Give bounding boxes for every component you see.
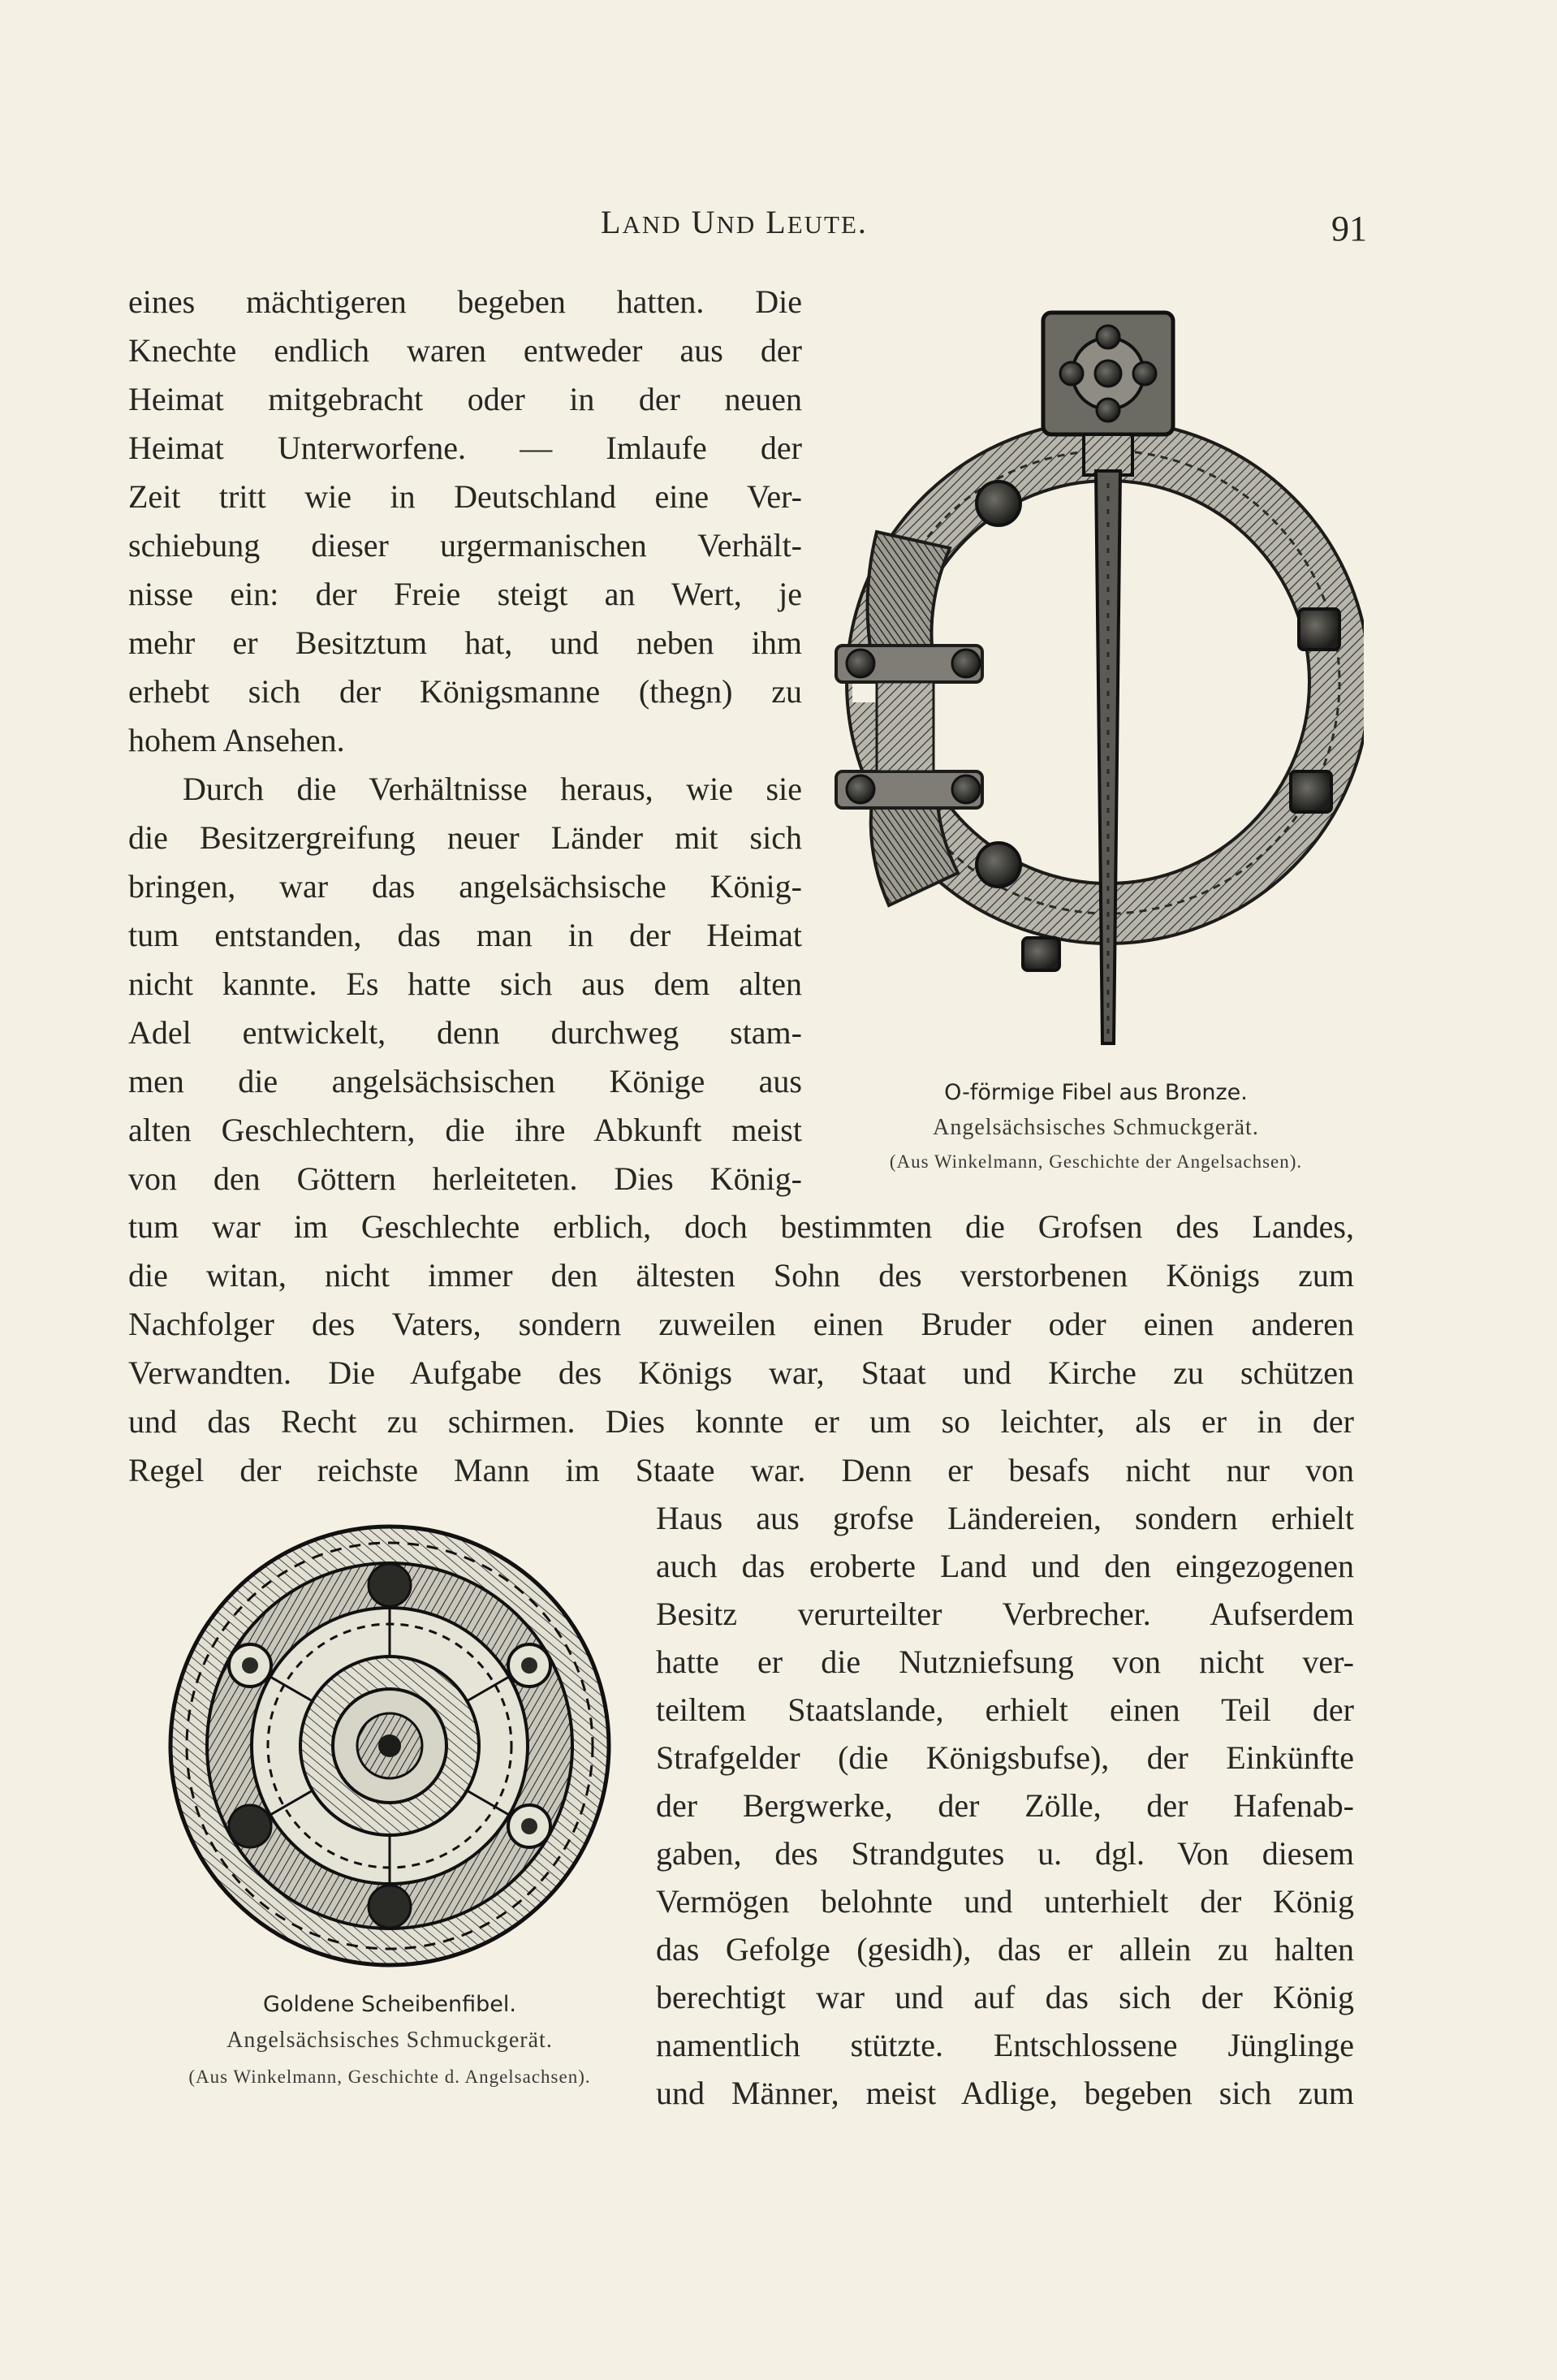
- text-line: das Gefolge (gesidh), das er allein zu halten: [656, 1931, 1354, 1967]
- text-line: von den Göttern herleiteten. Dies König-: [128, 1160, 802, 1197]
- text-line: Regel der reichste Mann im Staate war. Denn er besafs nicht nur von: [128, 1452, 1354, 1488]
- figure1-source: (Aus Winkelmann, Geschichte der Angelsachsen).: [889, 1151, 1303, 1172]
- text-line: hatte er die Nutzniefsung von nicht ver-: [656, 1644, 1354, 1680]
- text-line: nisse ein: der Freie steigt an Wert, je: [128, 576, 802, 612]
- text-line: Verwandten. Die Aufgabe des Königs war, Staat und Kirche zu schützen: [128, 1354, 1354, 1391]
- text-line: gaben, des Strandgutes u. dgl. Von diesem: [656, 1835, 1354, 1872]
- running-title-l: L: [601, 204, 623, 240]
- running-title-nd: ND: [716, 210, 757, 239]
- figure2-title: Goldene Scheibenfibel.: [263, 1992, 516, 2017]
- text-line: Adel entwickelt, denn durchweg stam-: [128, 1014, 802, 1051]
- text-line: tum entstanden, das man in der Heimat: [128, 917, 802, 953]
- text-line: alten Geschlechtern, die ihre Abkunft meist: [128, 1112, 802, 1148]
- text-line: die witan, nicht immer den ältesten Sohn des verstorbenen Königs zum: [128, 1257, 1354, 1294]
- text-line: schiebung dieser urgermanischen Verhält-: [128, 527, 802, 564]
- text-line: Vermögen belohnte und unterhielt der König: [656, 1883, 1354, 1920]
- page-number: 91: [1331, 209, 1367, 248]
- text-line: Heimat mitgebracht oder in der neuen: [128, 381, 802, 417]
- text-line: hohem Ansehen.: [128, 722, 345, 758]
- running-title-u: U: [691, 204, 717, 240]
- text-line: erhebt sich der Königsmanne (thegn) zu: [128, 673, 802, 710]
- figure2-subtitle: Angelsächsisches Schmuckgerät.: [226, 2028, 553, 2053]
- brooch-illustration: [828, 288, 1364, 1076]
- text-line: Haus aus grofse Ländereien, sondern erhielt: [656, 1500, 1354, 1536]
- text-line: tum war im Geschlechte erblich, doch bestimmten die Grofsen des Landes,: [128, 1208, 1354, 1245]
- text-line: mehr er Besitztum hat, und neben ihm: [128, 624, 802, 661]
- disc-brooch-illustration: [162, 1518, 617, 1973]
- page-header: [0, 203, 1557, 252]
- running-title-and: AND: [622, 210, 682, 239]
- running-title: [601, 203, 868, 241]
- text-line: Heimat Unterworfene. — Imlaufe der: [128, 430, 802, 466]
- figure1-title: O-förmige Fibel aus Bronze.: [944, 1080, 1248, 1105]
- text-line: berechtigt war und auf das sich der König: [656, 1979, 1354, 2015]
- text-line: die Besitzergreifung neuer Länder mit sich: [128, 819, 802, 856]
- text-line: und das Recht zu schirmen. Dies konnte er um so leichter, als er in der: [128, 1403, 1354, 1440]
- text-line: namentlich stützte. Entschlossene Jünglinge: [656, 2027, 1354, 2063]
- figure1-subtitle: Angelsächsisches Schmuckgerät.: [933, 1115, 1259, 1140]
- text-line: teiltem Staatslande, erhielt einen Teil der: [656, 1691, 1354, 1728]
- text-line: bringen, war das angelsächsische König-: [128, 868, 802, 905]
- text-line: Knechte endlich waren entweder aus der: [128, 332, 802, 369]
- text-line: men die angelsächsischen Könige aus: [128, 1063, 802, 1099]
- running-title-eute: EUTE: [787, 210, 858, 239]
- text-line: eines mächtigeren begeben hatten. Die: [128, 283, 802, 320]
- text-line: der Bergwerke, der Zölle, der Hafenab-: [656, 1787, 1354, 1824]
- text-line: Durch die Verhältnisse heraus, wie sie: [183, 771, 802, 807]
- figure2-source: (Aus Winkelmann, Geschichte d. Angelsachsen).: [188, 2067, 591, 2087]
- text-line: nicht kannte. Es hatte sich aus dem alten: [128, 965, 802, 1002]
- text-line: auch das eroberte Land und den eingezogenen: [656, 1548, 1354, 1584]
- running-title-l2: L: [766, 204, 787, 240]
- text-line: Zeit tritt wie in Deutschland eine Ver-: [128, 478, 802, 515]
- text-line: Besitz verurteilter Verbrecher. Aufserdem: [656, 1596, 1354, 1632]
- text-line: Nachfolger des Vaters, sondern zuweilen einen Bruder oder einen anderen: [128, 1306, 1354, 1342]
- running-title-dot: .: [857, 204, 868, 240]
- text-line: Strafgelder (die Königsbufse), der Einkünfte: [656, 1739, 1354, 1776]
- text-line: und Männer, meist Adlige, begeben sich zum: [656, 2075, 1354, 2111]
